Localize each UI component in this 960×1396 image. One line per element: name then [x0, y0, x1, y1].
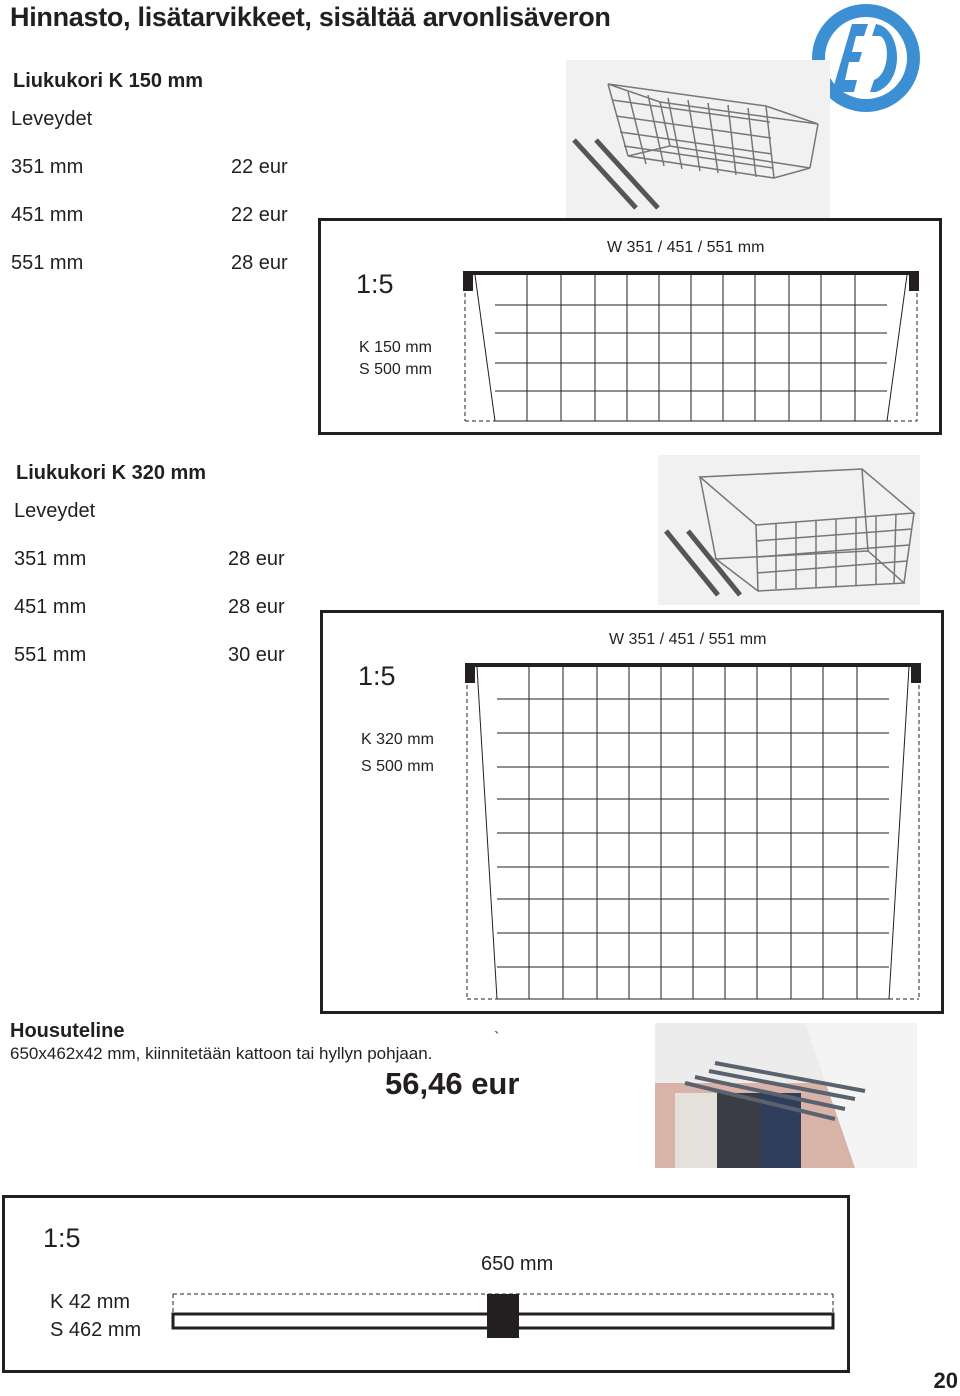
section3-heading: Housuteline — [10, 1020, 125, 1042]
trouser-rack-photo — [655, 1023, 917, 1168]
basket-front-view-1 — [457, 265, 923, 425]
section3-mark: ` — [494, 1030, 500, 1047]
page-title: Hinnasto, lisätarvikkeet, sisältää arvonlisäveron — [10, 2, 611, 32]
trouser-rack-side-view — [169, 1290, 837, 1340]
section1-heading: Liukukori K 150 mm — [13, 70, 204, 92]
drawing2-scale: 1:5 — [358, 661, 396, 691]
section1-subheading: Leveydet — [11, 108, 93, 130]
trouser-rack-price: 56,46 eur — [385, 1066, 520, 1101]
drawing3-height-label: K 42 mm — [50, 1291, 131, 1313]
drawing1-depth-label: S 500 mm — [359, 361, 432, 378]
drawing2-height-label: K 320 mm — [361, 731, 434, 748]
drawing1-height-label: K 150 mm — [359, 339, 432, 356]
section2-size-2: 451 mm — [14, 596, 87, 618]
wire-basket-photo — [566, 60, 830, 220]
section1-price-3: 28 eur — [231, 252, 288, 274]
drawing3-scale: 1:5 — [43, 1223, 81, 1253]
section2-size-3: 551 mm — [14, 644, 87, 666]
section2-subheading: Leveydet — [14, 500, 96, 522]
section2-size-1: 351 mm — [14, 548, 87, 570]
section1-size-1: 351 mm — [11, 156, 84, 178]
section1-size-2: 451 mm — [11, 204, 84, 226]
wire-basket-photo-tall — [658, 455, 920, 605]
drawing2-width-label: W 351 / 451 / 551 mm — [609, 631, 767, 648]
drawing3-width-label: 650 mm — [481, 1253, 554, 1275]
section2-price-1: 28 eur — [228, 548, 285, 570]
section1-size-3: 551 mm — [11, 252, 84, 274]
basket-front-view-2 — [459, 657, 925, 1003]
section3-description: 650x462x42 mm, kiinnitetään kattoon tai hyllyn pohjaan. — [10, 1044, 433, 1063]
section1-price-2: 22 eur — [231, 204, 288, 226]
drawing2-depth-label: S 500 mm — [361, 758, 434, 775]
section2-price-3: 30 eur — [228, 644, 285, 666]
basket-drawing-2 — [320, 610, 944, 1014]
trouser-rack-drawing — [2, 1195, 850, 1373]
basket-drawing-1 — [318, 218, 942, 435]
section1-price-1: 22 eur — [231, 156, 288, 178]
page-number: 20 — [933, 1368, 958, 1393]
section2-heading: Liukukori K 320 mm — [16, 462, 207, 484]
drawing1-scale: 1:5 — [356, 269, 394, 299]
section2-price-2: 28 eur — [228, 596, 285, 618]
drawing1-width-label: W 351 / 451 / 551 mm — [607, 239, 765, 256]
drawing3-depth-label: S 462 mm — [50, 1319, 142, 1341]
